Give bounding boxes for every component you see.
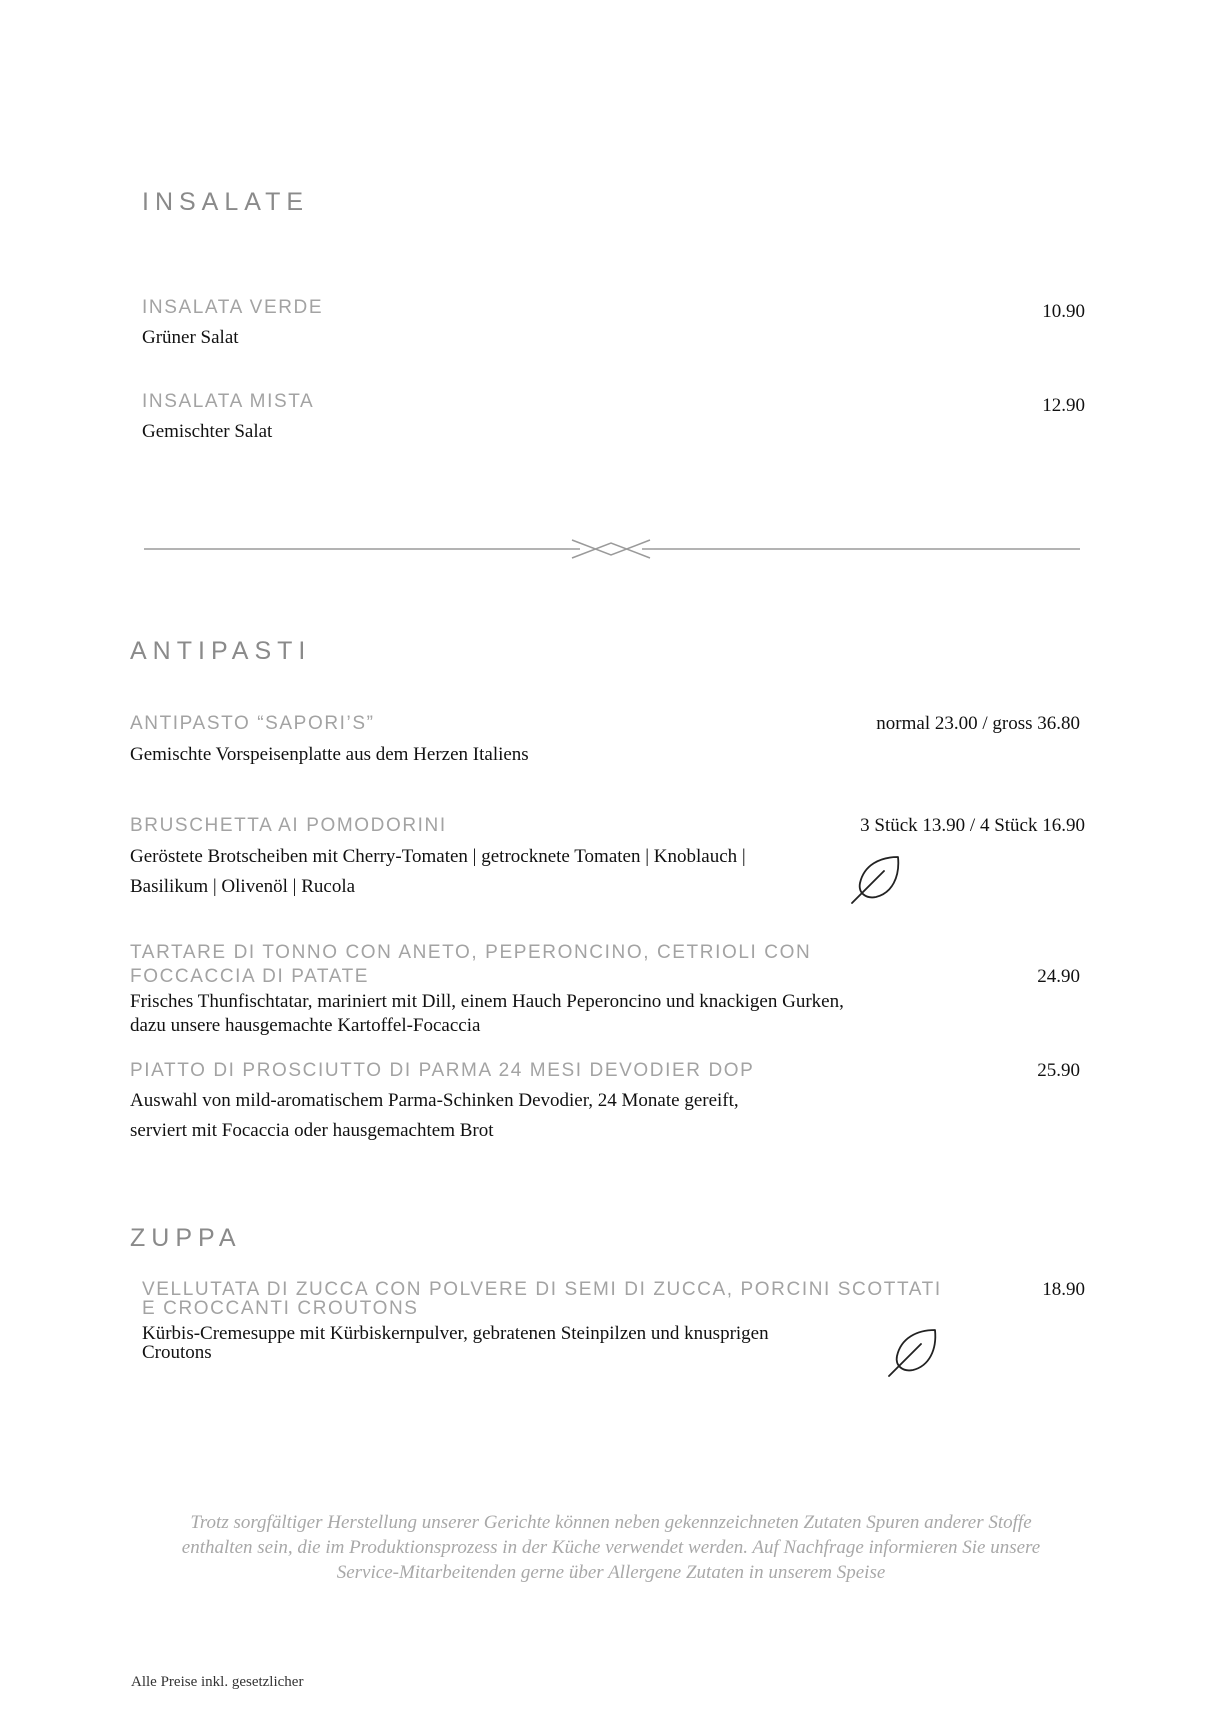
dish-description: Geröstete Brotscheiben mit Cherry-Tomaten | getrocknete Tomaten | Knoblauch | — [130, 846, 746, 867]
dish-description: Grüner Salat — [142, 327, 239, 348]
ornamental-divider — [144, 538, 1080, 560]
dish-description: Basilikum | Olivenöl | Rucola — [130, 876, 356, 897]
dish-description: Gemischte Vorspeisenplatte aus dem Herzen Italiens — [130, 744, 529, 765]
dish-price: 10.90 — [1042, 301, 1085, 322]
section-title-antipasti: ANTIPASTI — [130, 637, 312, 665]
dish-description: Auswahl von mild-aromatischem Parma-Schinken Devodier, 24 Monate gereift, — [130, 1090, 739, 1111]
allergen-footnote — [100, 1510, 1122, 1585]
dish-name: BRUSCHETTA AI POMODORINI — [130, 815, 447, 836]
dish-price: 18.90 — [1042, 1279, 1085, 1300]
dish-description: Kürbis-Cremesuppe mit Kürbiskernpulver, gebratenen Steinpilzen und knusprigen — [142, 1323, 769, 1344]
dish-price: 24.90 — [1037, 966, 1080, 987]
dish-price: 12.90 — [1042, 395, 1085, 416]
dish-description: Frisches Thunfischtatar, mariniert mit Dill, einem Hauch Peperoncino und knackigen Gurken, — [130, 991, 844, 1012]
dish-name: INSALATA VERDE — [142, 297, 324, 318]
footnote-line: Trotz sorgfältiger Herstellung unserer Gerichte können neben gekennzeichneten Zutaten Spuren anderer Stoffe — [190, 1512, 1032, 1533]
dish-description: Croutons — [142, 1342, 212, 1363]
leaf-icon — [887, 1326, 941, 1378]
dish-name: ANTIPASTO “SAPORI’S” — [130, 713, 375, 734]
dish-description: dazu unsere hausgemachte Kartoffel-Focaccia — [130, 1015, 481, 1036]
price-note: Alle Preise inkl. gesetzlicher — [131, 1674, 304, 1690]
leaf-icon — [850, 853, 904, 905]
section-title-insalate: INSALATE — [142, 188, 310, 216]
footnote-line: Service-Mitarbeitenden gerne über Allergene Zutaten in unserem Speise — [336, 1562, 886, 1583]
dish-name: VELLUTATA DI ZUCCA CON POLVERE DI SEMI DI ZUCCA, PORCINI SCOTTATI — [142, 1279, 942, 1300]
dish-price: 25.90 — [1037, 1060, 1080, 1081]
dish-price: normal 23.00 / gross 36.80 — [876, 713, 1080, 734]
footnote-line: enthalten sein, die im Produktionsprozess in der Küche verwendet werden. Auf Nachfrage informieren Sie unsere — [181, 1537, 1041, 1558]
section-title-zuppa: ZUPPA — [130, 1224, 242, 1252]
dish-description: serviert mit Focaccia oder hausgemachtem Brot — [130, 1120, 494, 1141]
dish-description: Gemischter Salat — [142, 421, 273, 442]
dish-name: INSALATA MISTA — [142, 391, 315, 412]
dish-name: TARTARE DI TONNO CON ANETO, PEPERONCINO, CETRIOLI CON — [130, 942, 812, 963]
dish-price: 3 Stück 13.90 / 4 Stück 16.90 — [860, 815, 1085, 836]
dish-name: FOCCACCIA DI PATATE — [130, 966, 370, 987]
dish-name: E CROCCANTI CROUTONS — [142, 1298, 419, 1319]
dish-name: PIATTO DI PROSCIUTTO DI PARMA 24 MESI DEVODIER DOP — [130, 1060, 755, 1081]
